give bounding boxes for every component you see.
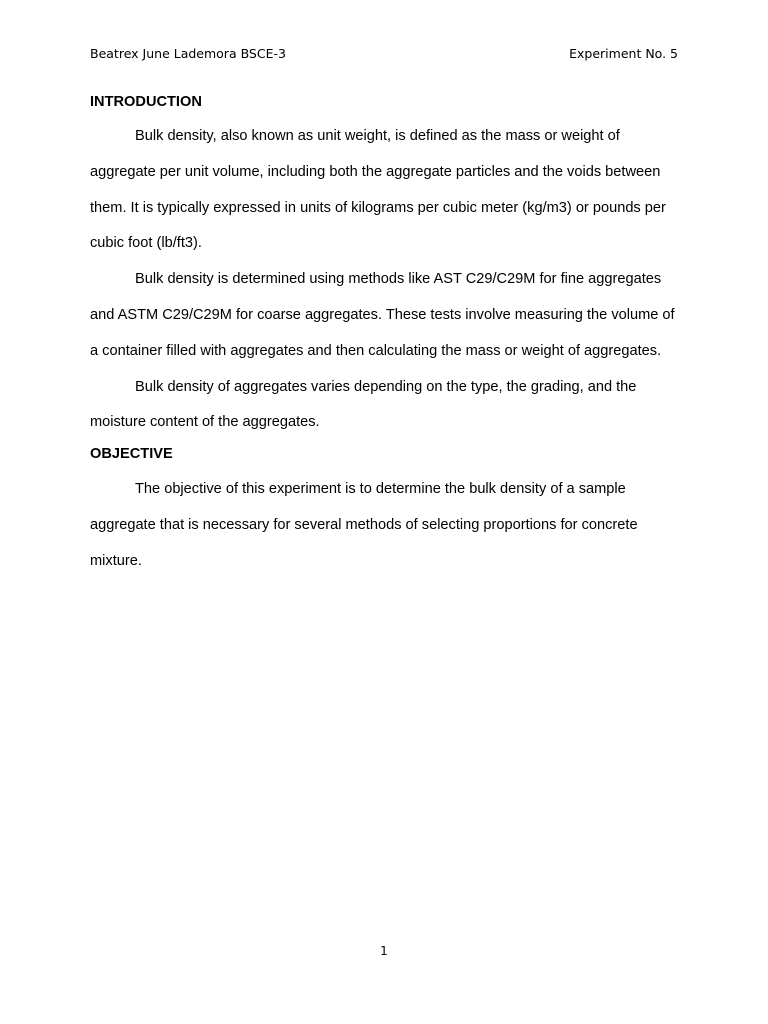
- introduction-paragraph-3: Bulk density of aggregates varies depending on the type, the grading, and the moisture content of the aggregates.: [90, 378, 637, 431]
- author-label: Beatrex June Lademora BSCE-3: [90, 46, 286, 61]
- objective-paragraph-1: The objective of this experiment is to determine the bulk density of a sample aggregate that is necessary for several methods of selecting proportions for concrete mixture.: [90, 481, 638, 569]
- introduction-heading: INTRODUCTION: [90, 94, 202, 110]
- page-header: [90, 46, 678, 66]
- objective-section: [90, 442, 678, 579]
- introduction-paragraph-2: Bulk density is determined using methods like AST C29/C29M for fine aggregates and ASTM C29/C29M for coarse aggregates. These tests involve measuring the volume of a container filled with aggregates and then calculating the mass or weight of aggregates.: [90, 271, 675, 359]
- experiment-label: Experiment No. 5: [569, 46, 678, 61]
- introduction-section: [90, 90, 678, 441]
- document-body: [90, 90, 678, 574]
- objective-heading: OBJECTIVE: [90, 446, 173, 463]
- introduction-paragraph-1: Bulk density, also known as unit weight, is defined as the mass or weight of aggregate per unit volume, including both the aggregate particles and the voids between them. It is typically expressed in units of kilograms per cubic meter (kg/m3) or pounds per cubic foot (lb/ft3).: [90, 128, 666, 252]
- page-number: 1: [380, 944, 388, 958]
